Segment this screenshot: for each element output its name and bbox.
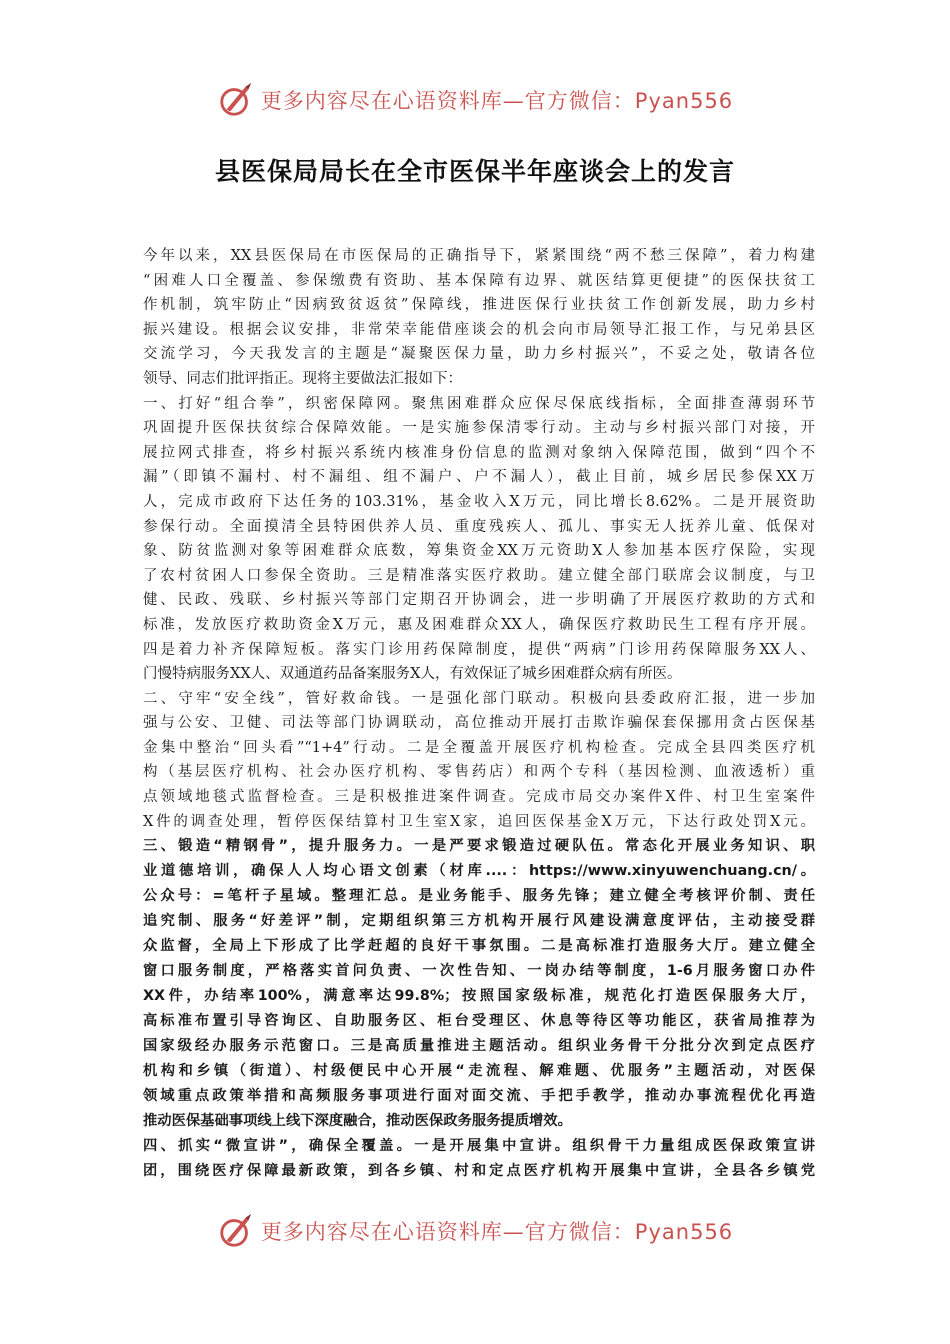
text-line: 国家级经办服务示范窗口。三是高质量推进主题活动。组织业务骨干分批分次到定点医疗 [143,1038,815,1055]
text-line: XX件，办结率100%，满意率达99.8%；按照国家级标准，规范化打造医保服务大厅， [143,988,815,1005]
text-line: 振兴建设。根据会议安排，非常荣幸能借座谈会的机会向市局领导汇报工作，与兄弟县区 [143,321,815,338]
text-line: 领域重点政策举措和高频服务事项进行面对面交流、手把手教学，推动办事流程优化再造 [143,1088,815,1105]
normal-paragraphs [143,244,815,834]
text-line: 公众号：=笔杆子星域。整理汇总。是业务能手、服务先锋；建立健全考核评价制、责任 [143,888,815,905]
text-line: 象、防贫监测对象等困难群众底数，筹集资金XX万元资助X人参加基本医疗保险，实现 [143,543,815,560]
text-line: 参保行动。全面摸清全县特困供养人员、重度残疾人、孤儿、事实无人抚养儿童、低保对 [143,518,815,535]
text-line: 强与公安、卫健、司法等部门协调联动，高位推动开展打击欺诈骗保套保挪用贪占医保基 [143,715,815,732]
document-body [143,244,815,1184]
text-line: X件的调查处理，暂停医保结算村卫生室X家，追回医保基金X万元，下达行政处罚X元。 [143,813,815,830]
text-line: 追究制、服务“好差评”制，定期组织第三方机构开展行风建设满意度评估，主动接受群 [143,913,815,930]
watermark-header [0,78,950,122]
text-line: “困难人口全覆盖、参保缴费有资助、基本保障有边界、就医结算更便捷”的医保扶贫工 [143,272,815,289]
text-line: 金集中整治“回头看”“1+4”行动。二是全覆盖开展医疗机构检查。完成全县四类医疗机 [143,739,815,756]
text-line: 展拉网式排查，将乡村振兴系统内核准身份信息的监测对象纳入保障范围，做到“四个不 [143,444,815,461]
text-line: 漏”（即镇不漏村、村不漏组、组不漏户、户不漏人），截止目前，城乡居民参保XX万 [143,469,815,486]
text-line: 机构和乡镇（街道）、村级便民中心开展“走流程、解难题、优服务”主题活动，对医保 [143,1063,815,1080]
quill-logo-icon [217,1212,255,1250]
watermark-footer [0,1209,950,1253]
text-line: 构（基层医疗机构、社会办医疗机构、零售药店）和两个专科（基因检测、血液透析）重 [143,764,815,781]
text-line: 高标准布置引导咨询区、自助服务区、柜台受理区、休息等待区等功能区，获省局推荐为 [143,1013,815,1030]
bold-paragraphs [143,834,815,1184]
text-line: 三、锻造“精钢骨”，提升服务力。一是严要求锻造过硬队伍。常态化开展业务知识、职 [143,838,815,855]
text-line: 窗口服务制度，严格落实首问负责、一次性告知、一岗办结等制度，1-6月服务窗口办件 [143,963,815,980]
text-line: 业道德培训，确保人人均心语文创素（材库....：https://www.xinyuwenchuang.cn/。 [143,863,815,880]
text-line: 领导、同志们批评指正。现将主要做法汇报如下： [143,370,462,387]
text-line: 一、打好“组合拳”，织密保障网。聚焦困难群众应保尽保底线指标，全面排查薄弱环节 [143,395,815,412]
text-line: 了农村贫困人口参保全资助。三是精准落实医疗救助。建立健全部门联席会议制度，与卫 [143,567,815,584]
text-line: 标准，发放医疗救助资金X万元，惠及困难群众XX人，确保医疗救助民生工程有序开展。 [143,616,815,633]
text-line: 巩固提升医保扶贫综合保障效能。一是实施参保清零行动。主动与乡村振兴部门对接，开 [143,420,815,437]
quill-logo-icon [217,81,255,119]
text-line: 团，围绕医疗保障最新政策，到各乡镇、村和定点医疗机构开展集中宣讲，全县各乡镇党 [143,1163,815,1180]
text-line: 门慢特病服务XX人、双通道药品备案服务X人，有效保证了城乡困难群众病有所医。 [143,666,682,683]
text-line: 健、民政、残联、乡村振兴等部门定期召开协调会，进一步明确了开展医疗救助的方式和 [143,592,815,609]
text-line: 今年以来，XX县医保局在市医保局的正确指导下，紧紧围绕“两不愁三保障”，着力构建 [143,248,815,264]
watermark-text: 更多内容尽在心语资料库—官方微信：Pyan556 [260,89,734,113]
text-line: 四是着力补齐保障短板。落实门诊用药保障制度，提供“两病”门诊用药保障服务XX人、 [143,641,815,658]
page-title: 县医保局局长在全市医保半年座谈会上的发言 [214,157,735,186]
text-line: 二、守牢“安全线”，管好救命钱。一是强化部门联动。积极向县委政府汇报，进一步加 [143,690,815,707]
text-line: 交流学习，今天我发言的主题是“凝聚医保力量，助力乡村振兴”，不妥之处，敬请各位 [143,346,815,363]
text-line: 点领域地毯式监督检查。三是积极推进案件调查。完成市局交办案件X件、村卫生室案件 [143,789,815,806]
text-line: 推动医保基础事项线上线下深度融合，推动医保政务服务提质增效。 [143,1113,572,1130]
text-line: 众监督，全局上下形成了比学赶超的良好干事氛围。二是高标准打造服务大厅。建立健全 [143,938,815,955]
text-line: 作机制，筑牢防止“因病致贫返贫”保障线，推进医保行业扶贫工作创新发展，助力乡村 [143,297,815,314]
watermark-text: 更多内容尽在心语资料库—官方微信：Pyan556 [260,1220,734,1244]
text-line: 四、抓实“微宣讲”，确保全覆盖。一是开展集中宣讲。组织骨干力量组成医保政策宣讲 [143,1138,815,1155]
text-line: 人，完成市政府下达任务的103.31%，基金收入X万元，同比增长8.62%。二是开展资助 [143,493,815,510]
